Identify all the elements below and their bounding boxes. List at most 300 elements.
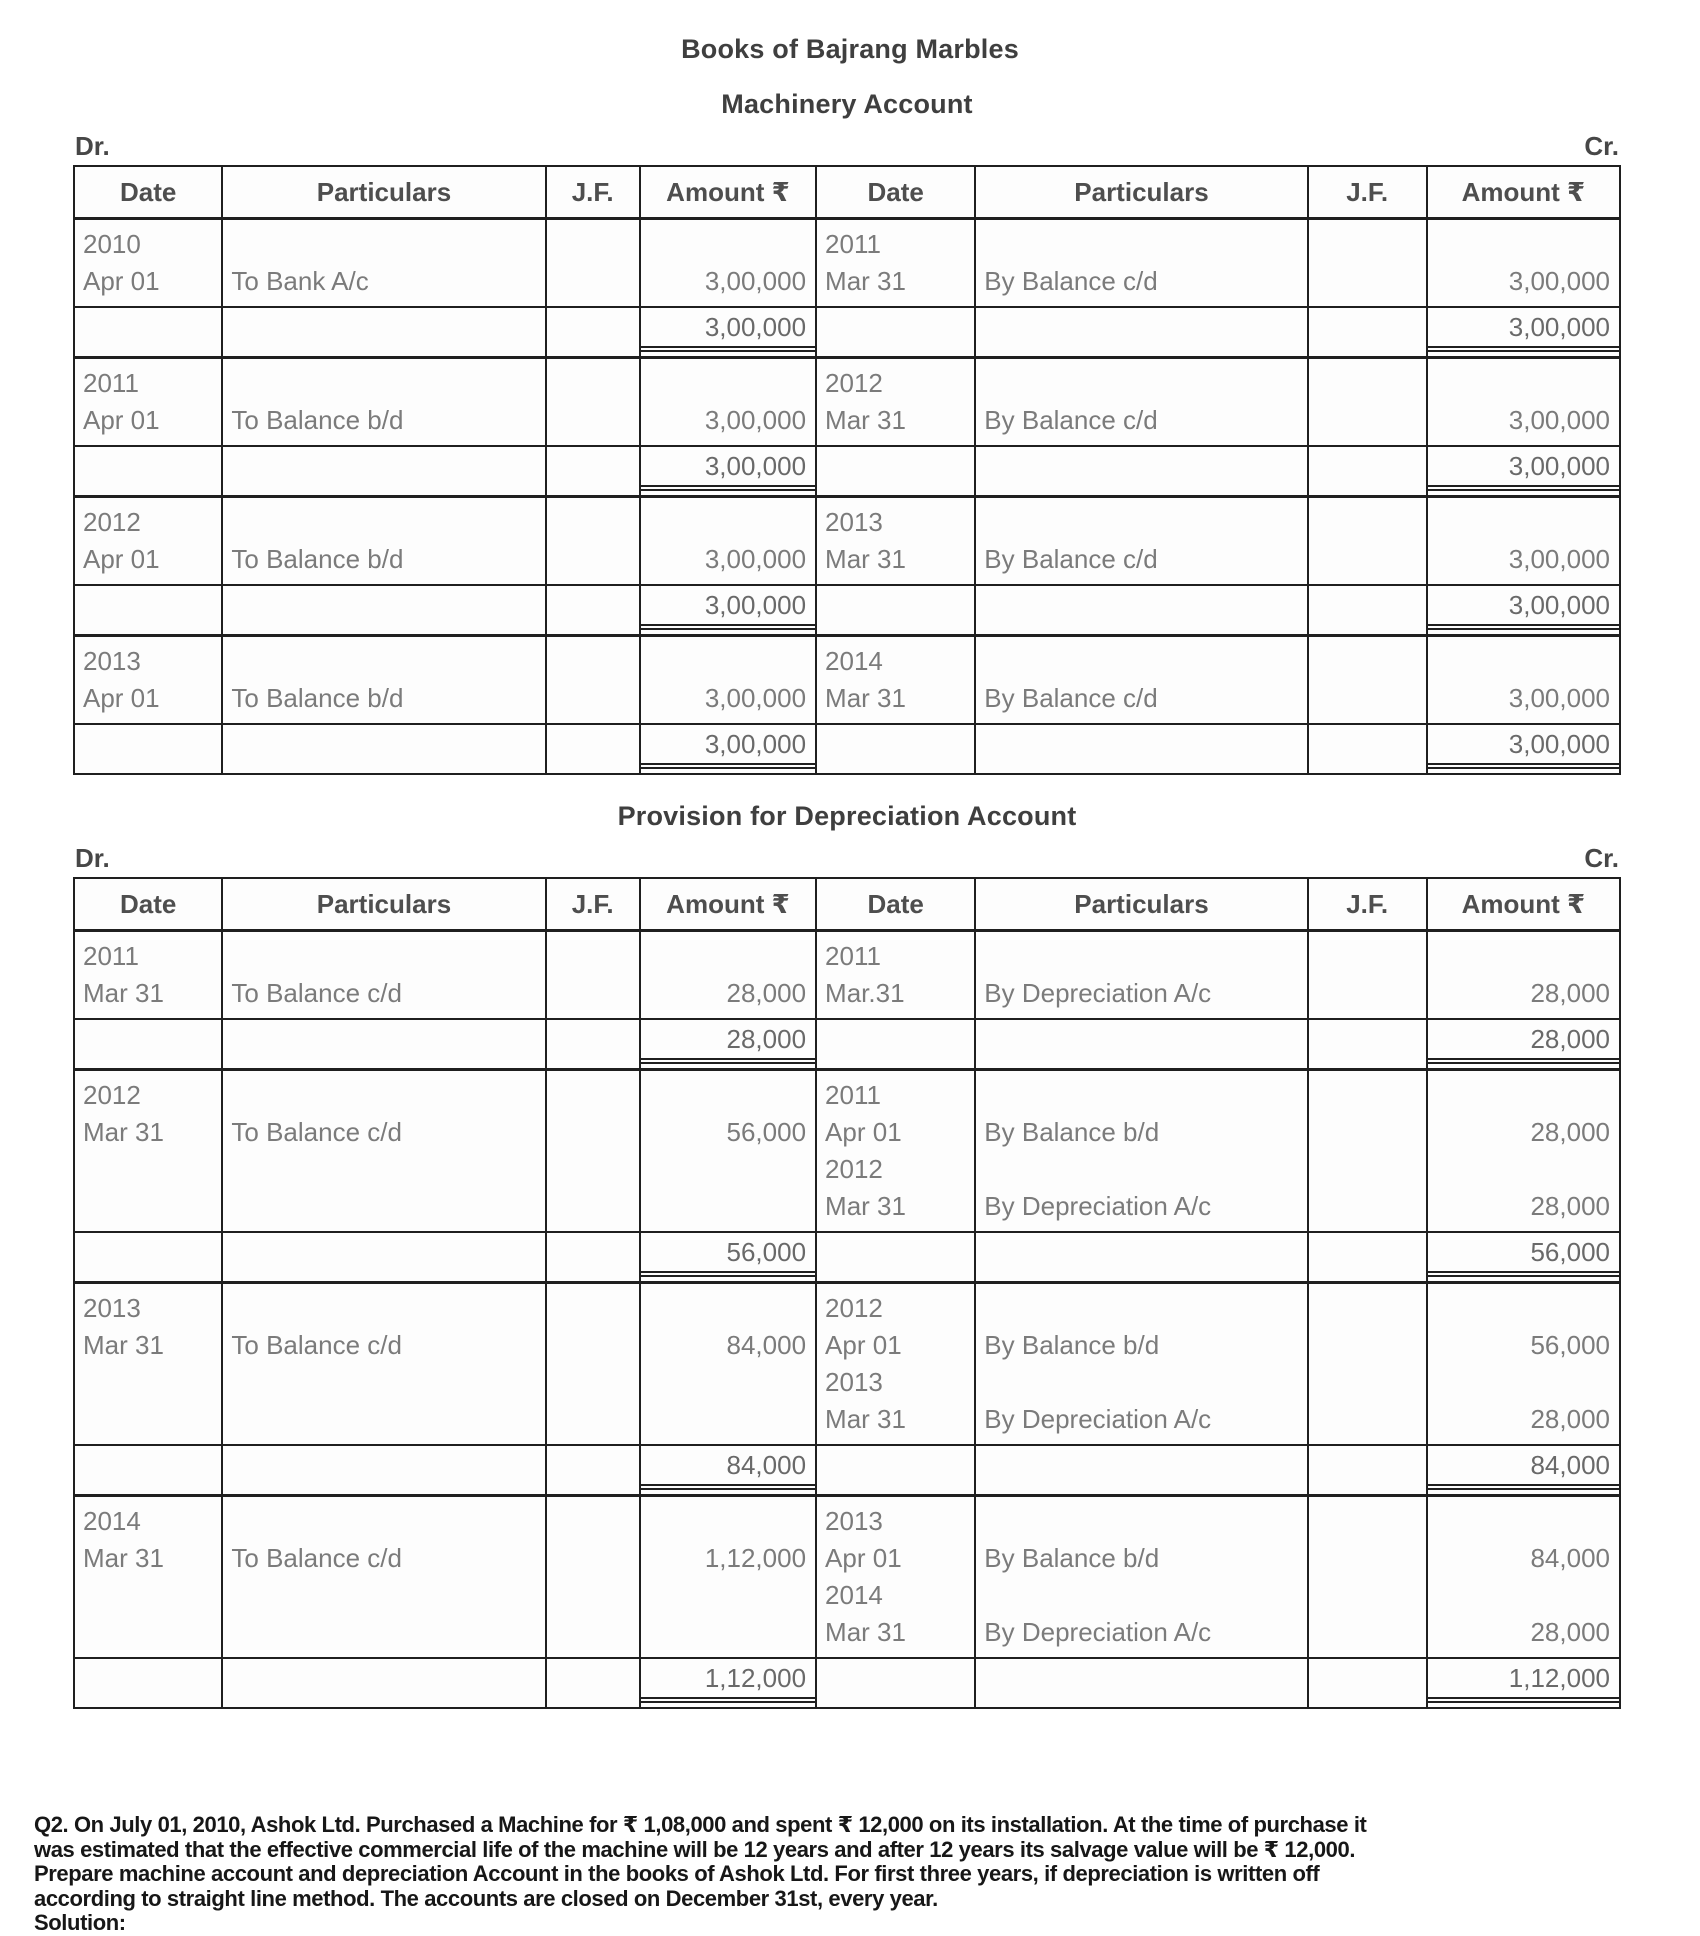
jf-cell — [1308, 1445, 1427, 1496]
total-row — [74, 446, 1620, 497]
dr-label: Dr. — [75, 131, 110, 161]
particulars-cell — [975, 497, 1307, 586]
amount-cell — [1427, 1070, 1620, 1233]
particulars-text — [976, 1503, 1306, 1540]
particulars-cell — [222, 446, 545, 497]
date-text: Apr 01 — [825, 1117, 902, 1147]
total-amount-text: 1,12,000 — [1428, 1659, 1619, 1703]
drcr-row — [73, 842, 1621, 874]
column-header: Date — [816, 878, 975, 931]
jf-cell — [1308, 1283, 1427, 1446]
amount-cell — [1427, 497, 1620, 586]
amount-text — [1428, 365, 1619, 402]
date-cell — [74, 219, 222, 308]
column-header: J.F. — [546, 166, 640, 219]
particulars-text — [223, 226, 544, 263]
total-amount-cell — [640, 585, 816, 636]
particulars-text: To Balance b/d — [231, 544, 404, 574]
particulars-text — [223, 1077, 544, 1114]
particulars-text — [223, 1503, 544, 1540]
particulars-cell — [975, 358, 1307, 447]
cr-label: Cr. — [1584, 843, 1619, 873]
amount-text — [1428, 504, 1619, 541]
date-text: Mar.31 — [825, 978, 905, 1008]
amount-text: 3,00,000 — [1508, 683, 1610, 713]
total-row — [74, 1658, 1620, 1708]
amount-text — [1428, 1290, 1619, 1327]
amount-text — [641, 504, 815, 541]
amount-cell — [640, 358, 816, 447]
particulars-text — [976, 365, 1306, 402]
drcr-row — [73, 130, 1621, 162]
amount-text: 28,000 — [1530, 1404, 1610, 1434]
amount-cell — [640, 497, 816, 586]
particulars-cell — [222, 724, 545, 774]
amount-text — [641, 226, 815, 263]
date-cell — [816, 307, 975, 358]
particulars-text — [976, 938, 1306, 975]
particulars-cell — [975, 446, 1307, 497]
particulars-cell — [222, 585, 545, 636]
date-text: 2012 — [825, 1293, 883, 1323]
total-amount-text: 84,000 — [641, 1446, 815, 1490]
date-text: Apr 01 — [83, 683, 160, 713]
particulars-text: By Balance b/d — [984, 1543, 1160, 1573]
amount-cell — [640, 931, 816, 1020]
dr-label: Dr. — [75, 843, 110, 873]
date-text: Mar 31 — [825, 405, 906, 435]
column-header: Amount ₹ — [640, 878, 816, 931]
date-cell — [816, 636, 975, 725]
particulars-text — [976, 1290, 1306, 1327]
particulars-cell — [222, 1232, 545, 1283]
amount-text: 1,12,000 — [704, 1543, 807, 1573]
particulars-cell — [975, 636, 1307, 725]
jf-cell — [546, 497, 640, 586]
amount-cell — [640, 1070, 816, 1233]
column-header: J.F. — [1308, 878, 1427, 931]
depreciation-account-table — [73, 877, 1621, 1709]
date-text: 2013 — [825, 1367, 883, 1397]
particulars-text: To Balance c/d — [231, 1117, 402, 1147]
header-row — [74, 166, 1620, 219]
jf-cell — [546, 585, 640, 636]
date-cell — [816, 1496, 975, 1659]
date-cell — [74, 1232, 222, 1283]
jf-cell — [546, 1070, 640, 1233]
date-text: Mar 31 — [83, 1543, 164, 1573]
jf-cell — [546, 1019, 640, 1070]
column-header: Particulars — [975, 878, 1307, 931]
question-block — [34, 1813, 1674, 1936]
particulars-cell — [975, 1658, 1307, 1708]
total-amount-cell — [640, 1658, 816, 1708]
particulars-text: By Balance b/d — [984, 1330, 1160, 1360]
jf-cell — [546, 307, 640, 358]
date-cell — [816, 446, 975, 497]
column-header: Particulars — [975, 166, 1307, 219]
date-cell — [816, 1070, 975, 1233]
total-row — [74, 307, 1620, 358]
date-text: Mar 31 — [83, 978, 164, 1008]
particulars-cell — [975, 931, 1307, 1020]
amount-text: 28,000 — [1530, 978, 1610, 1008]
amount-cell — [1427, 636, 1620, 725]
date-cell — [74, 358, 222, 447]
date-cell — [74, 1445, 222, 1496]
date-cell — [74, 636, 222, 725]
jf-cell — [1308, 1496, 1427, 1659]
particulars-text — [976, 1151, 1306, 1188]
amount-text — [1428, 643, 1619, 680]
column-header: Amount ₹ — [1427, 166, 1620, 219]
date-cell — [74, 931, 222, 1020]
total-amount-text: 3,00,000 — [641, 725, 815, 769]
total-row — [74, 724, 1620, 774]
particulars-text — [976, 1364, 1306, 1401]
particulars-cell — [975, 585, 1307, 636]
total-amount-cell — [1427, 724, 1620, 774]
amount-text: 3,00,000 — [1508, 405, 1610, 435]
amount-text: 28,000 — [1530, 1617, 1610, 1647]
particulars-text — [223, 938, 544, 975]
total-amount-cell — [1427, 1232, 1620, 1283]
particulars-text: By Balance c/d — [984, 544, 1158, 574]
entry-row — [74, 358, 1620, 447]
column-header: Particulars — [222, 878, 545, 931]
jf-cell — [546, 931, 640, 1020]
date-cell — [816, 724, 975, 774]
particulars-text — [976, 1577, 1306, 1614]
date-cell — [74, 1658, 222, 1708]
amount-cell — [1427, 1283, 1620, 1446]
amount-text — [641, 938, 815, 975]
amount-text: 28,000 — [1530, 1117, 1610, 1147]
total-amount-cell — [1427, 585, 1620, 636]
total-amount-cell — [1427, 1445, 1620, 1496]
total-amount-cell — [640, 1445, 816, 1496]
amount-cell — [1427, 358, 1620, 447]
amount-text — [1428, 1503, 1619, 1540]
date-cell — [74, 1496, 222, 1659]
total-amount-text: 84,000 — [1428, 1446, 1619, 1490]
date-cell — [74, 446, 222, 497]
amount-text — [641, 1077, 815, 1114]
amount-text — [1428, 1151, 1619, 1188]
machinery-account-table — [73, 165, 1621, 775]
amount-text — [1428, 1577, 1619, 1614]
amount-text: 84,000 — [726, 1330, 807, 1360]
particulars-text: To Balance c/d — [231, 1330, 402, 1360]
amount-text — [641, 1503, 815, 1540]
particulars-cell — [975, 1283, 1307, 1446]
date-text: 2013 — [825, 507, 883, 537]
jf-cell — [546, 1496, 640, 1659]
amount-text: 56,000 — [726, 1117, 807, 1147]
date-text: 2011 — [83, 368, 139, 398]
question-line: Prepare machine account and depreciation Account in the books of Ashok Ltd. For first three years, if depreciation is written off — [34, 1861, 1320, 1886]
total-amount-cell — [640, 724, 816, 774]
column-header: Particulars — [222, 166, 545, 219]
total-amount-cell — [1427, 1019, 1620, 1070]
amount-text: 3,00,000 — [704, 405, 807, 435]
particulars-text — [223, 365, 544, 402]
amount-text — [641, 643, 815, 680]
jf-cell — [546, 724, 640, 774]
date-cell — [816, 931, 975, 1020]
question-line: was estimated that the effective commercial life of the machine will be 12 years and after 12 years its salvage value will be ₹ 12,000. — [34, 1836, 1356, 1862]
particulars-cell — [222, 1019, 545, 1070]
date-text: Apr 01 — [825, 1330, 902, 1360]
date-cell — [816, 585, 975, 636]
particulars-text: By Balance c/d — [984, 405, 1158, 435]
amount-text: 3,00,000 — [1508, 544, 1610, 574]
date-cell — [816, 358, 975, 447]
amount-text — [1428, 226, 1619, 263]
total-amount-cell — [1427, 1658, 1620, 1708]
jf-cell — [1308, 219, 1427, 308]
column-header: Date — [816, 166, 975, 219]
date-cell — [816, 1019, 975, 1070]
date-cell — [816, 1232, 975, 1283]
particulars-text: By Depreciation A/c — [984, 1404, 1212, 1434]
particulars-text: By Balance c/d — [984, 266, 1158, 296]
jf-cell — [1308, 1658, 1427, 1708]
date-text: 2012 — [83, 507, 141, 537]
date-cell — [74, 724, 222, 774]
jf-cell — [1308, 724, 1427, 774]
date-text: 2014 — [83, 1506, 141, 1536]
total-amount-text: 3,00,000 — [1428, 308, 1619, 352]
jf-cell — [1308, 636, 1427, 725]
machinery-account-title: Machinery Account — [721, 89, 973, 119]
total-amount-cell — [640, 307, 816, 358]
jf-cell — [1308, 1070, 1427, 1233]
amount-cell — [1427, 219, 1620, 308]
amount-cell — [640, 219, 816, 308]
particulars-text — [223, 504, 544, 541]
particulars-cell — [222, 1445, 545, 1496]
particulars-cell — [222, 931, 545, 1020]
particulars-cell — [975, 1445, 1307, 1496]
particulars-text: To Balance c/d — [231, 1543, 402, 1573]
particulars-text — [976, 1077, 1306, 1114]
jf-cell — [546, 358, 640, 447]
particulars-text: To Bank A/c — [231, 266, 369, 296]
jf-cell — [546, 1445, 640, 1496]
particulars-text — [976, 643, 1306, 680]
total-amount-text: 56,000 — [1428, 1233, 1619, 1277]
amount-text — [641, 1290, 815, 1327]
depreciation-account-title: Provision for Depreciation Account — [617, 801, 1077, 831]
entry-row — [74, 497, 1620, 586]
jf-cell — [1308, 1019, 1427, 1070]
amount-cell — [1427, 931, 1620, 1020]
total-amount-text: 28,000 — [1428, 1020, 1619, 1064]
column-header: Date — [74, 166, 222, 219]
entry-row — [74, 219, 1620, 308]
amount-text — [1428, 1364, 1619, 1401]
total-amount-cell — [640, 1232, 816, 1283]
total-amount-text: 3,00,000 — [641, 447, 815, 491]
particulars-cell — [222, 358, 545, 447]
column-header: Date — [74, 878, 222, 931]
amount-cell — [1427, 1496, 1620, 1659]
date-text: Mar 31 — [825, 1191, 906, 1221]
particulars-text: By Balance c/d — [984, 683, 1158, 713]
amount-text: 28,000 — [1530, 1191, 1610, 1221]
jf-cell — [546, 446, 640, 497]
jf-cell — [546, 1232, 640, 1283]
date-cell — [74, 585, 222, 636]
particulars-cell — [975, 1070, 1307, 1233]
total-amount-cell — [1427, 307, 1620, 358]
particulars-text: By Balance b/d — [984, 1117, 1160, 1147]
date-cell — [816, 219, 975, 308]
date-cell — [74, 307, 222, 358]
date-text: 2014 — [825, 646, 883, 676]
amount-text: 56,000 — [1530, 1330, 1610, 1360]
amount-text: 3,00,000 — [704, 544, 807, 574]
question-line: according to straight line method. The accounts are closed on December 31st, every year. — [34, 1885, 938, 1911]
total-amount-text: 3,00,000 — [1428, 725, 1619, 769]
particulars-cell — [222, 1496, 545, 1659]
date-text: 2011 — [825, 1080, 881, 1110]
date-text: 2010 — [83, 229, 141, 259]
total-amount-text: 28,000 — [641, 1020, 815, 1064]
total-amount-text: 3,00,000 — [641, 308, 815, 352]
total-row — [74, 1232, 1620, 1283]
total-row — [74, 1019, 1620, 1070]
date-cell — [74, 1019, 222, 1070]
particulars-cell — [975, 724, 1307, 774]
date-text: Apr 01 — [83, 266, 160, 296]
amount-cell — [640, 1496, 816, 1659]
particulars-cell — [222, 1070, 545, 1233]
amount-text — [1428, 1077, 1619, 1114]
entry-row — [74, 931, 1620, 1020]
date-cell — [816, 1283, 975, 1446]
date-text: Mar 31 — [825, 544, 906, 574]
cr-label: Cr. — [1584, 131, 1619, 161]
particulars-cell — [222, 307, 545, 358]
header-row — [74, 878, 1620, 931]
column-header: J.F. — [1308, 166, 1427, 219]
particulars-cell — [222, 497, 545, 586]
particulars-cell — [975, 1232, 1307, 1283]
total-amount-text: 3,00,000 — [641, 586, 815, 630]
jf-cell — [1308, 585, 1427, 636]
total-row — [74, 1445, 1620, 1496]
date-text: 2012 — [825, 368, 883, 398]
date-cell — [816, 497, 975, 586]
entry-row — [74, 1496, 1620, 1659]
date-cell — [816, 1658, 975, 1708]
date-text: Mar 31 — [825, 266, 906, 296]
particulars-text: To Balance b/d — [231, 405, 404, 435]
particulars-cell — [975, 307, 1307, 358]
date-text: 2014 — [825, 1580, 883, 1610]
entry-row — [74, 636, 1620, 725]
jf-cell — [1308, 931, 1427, 1020]
particulars-cell — [975, 1019, 1307, 1070]
total-amount-text: 56,000 — [641, 1233, 815, 1277]
entry-row — [74, 1283, 1620, 1446]
jf-cell — [546, 219, 640, 308]
date-text: Mar 31 — [825, 1404, 906, 1434]
date-text: Mar 31 — [825, 683, 906, 713]
date-text: 2012 — [83, 1080, 141, 1110]
particulars-text: By Depreciation A/c — [984, 978, 1212, 1008]
date-text: Apr 01 — [825, 1543, 902, 1573]
amount-text: 84,000 — [1530, 1543, 1610, 1573]
jf-cell — [1308, 1232, 1427, 1283]
amount-text: 3,00,000 — [1508, 266, 1610, 296]
jf-cell — [546, 1658, 640, 1708]
jf-cell — [1308, 446, 1427, 497]
particulars-text — [223, 1290, 544, 1327]
date-text: 2013 — [83, 646, 141, 676]
date-text: 2013 — [825, 1506, 883, 1536]
depreciation-account-section — [73, 801, 1621, 1709]
column-header: Amount ₹ — [640, 166, 816, 219]
jf-cell — [1308, 358, 1427, 447]
total-row — [74, 585, 1620, 636]
date-text: Mar 31 — [83, 1330, 164, 1360]
column-header: Amount ₹ — [1427, 878, 1620, 931]
date-text: Mar 31 — [825, 1617, 906, 1647]
total-amount-text: 1,12,000 — [641, 1659, 815, 1703]
jf-cell — [1308, 307, 1427, 358]
amount-cell — [640, 636, 816, 725]
particulars-text — [223, 643, 544, 680]
particulars-text: To Balance c/d — [231, 978, 402, 1008]
jf-cell — [546, 636, 640, 725]
particulars-text — [976, 226, 1306, 263]
jf-cell — [546, 1283, 640, 1446]
particulars-cell — [222, 1283, 545, 1446]
date-text: 2011 — [825, 229, 881, 259]
amount-text — [641, 365, 815, 402]
date-cell — [74, 1283, 222, 1446]
total-amount-cell — [1427, 446, 1620, 497]
particulars-text — [976, 504, 1306, 541]
date-text: 2012 — [825, 1154, 883, 1184]
particulars-cell — [222, 636, 545, 725]
date-cell — [74, 497, 222, 586]
particulars-cell — [222, 1658, 545, 1708]
entry-row — [74, 1070, 1620, 1233]
particulars-cell — [975, 1496, 1307, 1659]
particulars-cell — [975, 219, 1307, 308]
amount-text: 3,00,000 — [704, 683, 807, 713]
particulars-cell — [222, 219, 545, 308]
jf-cell — [1308, 497, 1427, 586]
date-text: 2011 — [83, 941, 139, 971]
date-cell — [74, 1070, 222, 1233]
date-text: 2011 — [825, 941, 881, 971]
total-amount-cell — [640, 1019, 816, 1070]
solution-label: Solution: — [34, 1910, 126, 1935]
total-amount-text: 3,00,000 — [1428, 447, 1619, 491]
amount-text — [1428, 938, 1619, 975]
question-line: Q2. On July 01, 2010, Ashok Ltd. Purchased a Machine for ₹ 1,08,000 and spent ₹ 12,000 on its installation. At the time of purchase it — [34, 1812, 1367, 1837]
particulars-text: By Depreciation A/c — [984, 1191, 1212, 1221]
amount-text: 3,00,000 — [704, 266, 807, 296]
amount-text: 28,000 — [726, 978, 807, 1008]
amount-cell — [640, 1283, 816, 1446]
date-cell — [816, 1445, 975, 1496]
